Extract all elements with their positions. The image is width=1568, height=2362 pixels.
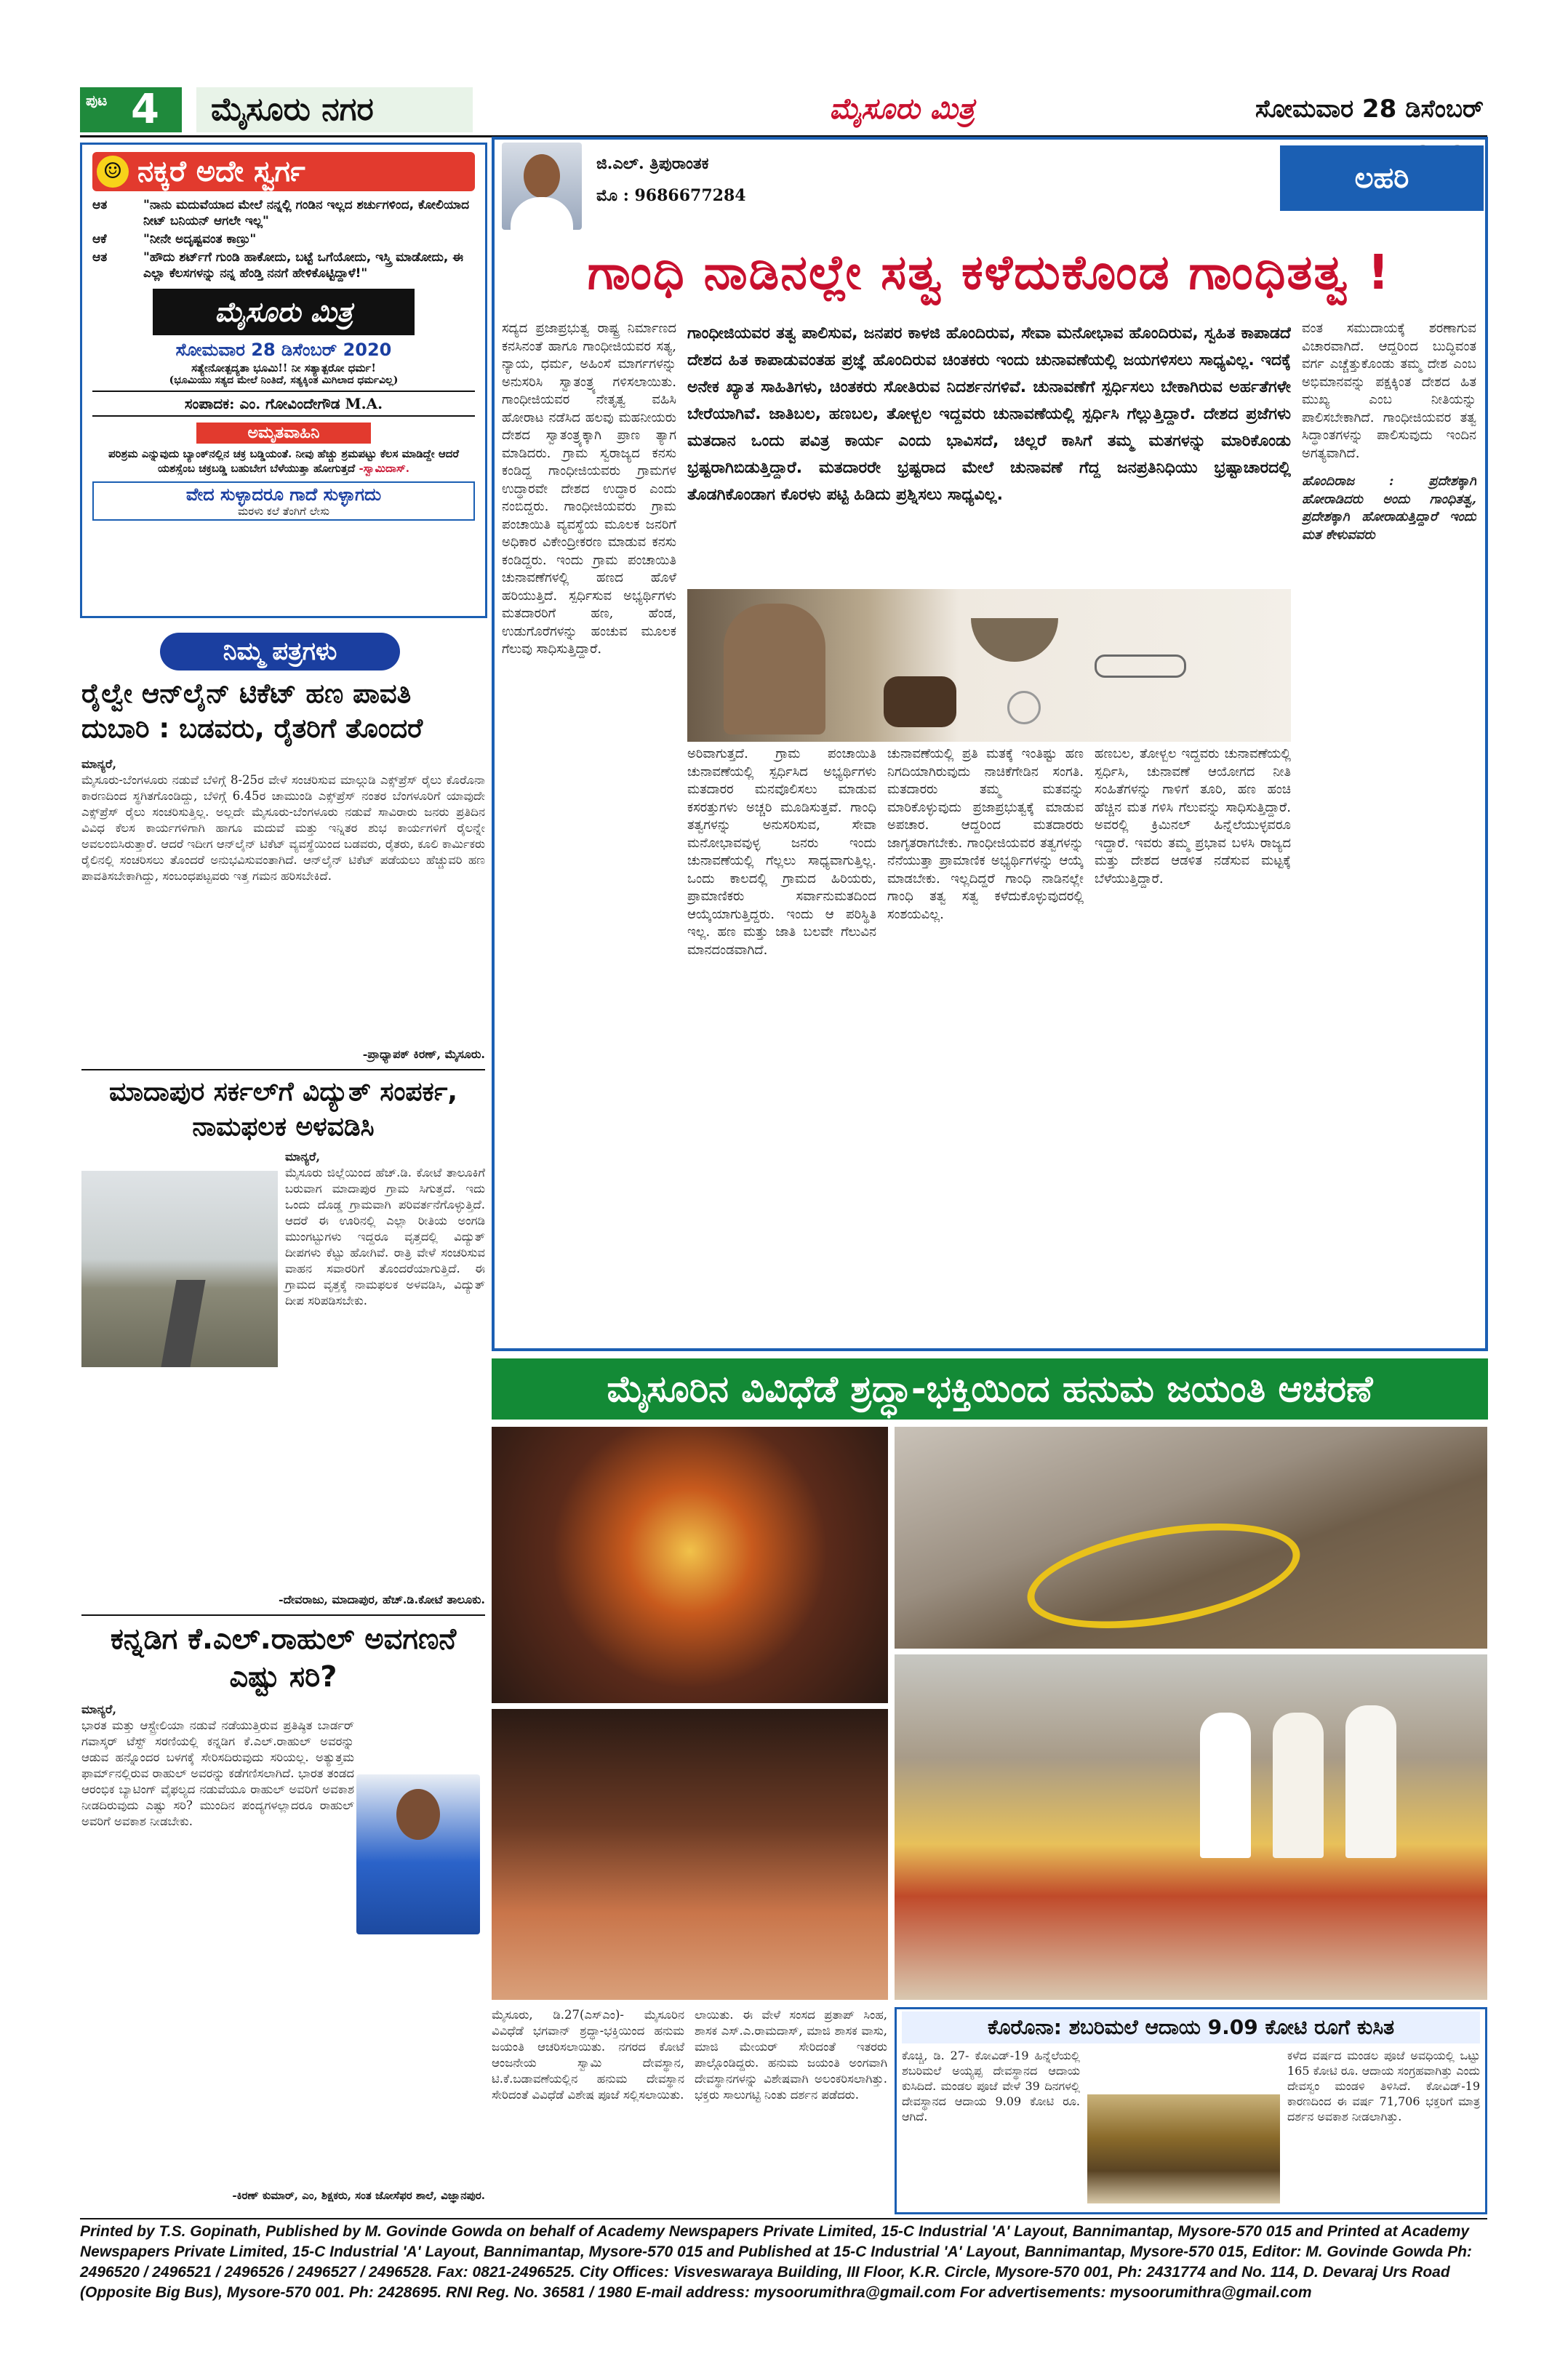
joke-title: ನಕ್ಕರೆ ಅದೇ ಸ್ವರ್ಗ <box>137 155 305 188</box>
devotees-photo <box>492 1709 888 2000</box>
author-photo <box>502 143 582 230</box>
motto-translation: (ಭೂಮಿಯು ಸತ್ಯದ ಮೇಲೆ ನಿಂತಿದೆ, ಸತ್ಯಕ್ಕಿಂತ ಮಿಗಿಲಾದ ಧರ್ಮವಿಲ್ಲ) <box>169 375 399 386</box>
amrutha-credit: -ಸ್ವಾಮಿದಾಸ್. <box>359 462 410 475</box>
sabarimala-body-left: ಕೊಚ್ಚಿ, ಡಿ. 27- ಕೋವಿಡ್-19 ಹಿನ್ನೆಲೆಯಲ್ಲಿ ಶಬರಿಮಲೆ ಅಯ್ಯಪ್ಪ ದೇವಸ್ಥಾನದ ಆದಾಯ ಕುಸಿದಿದೆ. ಮಂಡಲ ಪೂಜೆ ವೇಳೆ 39 ದಿನಗಳಲ್ಲಿ ದೇವಸ್ಥಾನದ ಆದಾಯ 9.09 ಕೋಟಿ ರೂ. ಆಗಿದೆ. <box>902 2049 1080 2123</box>
bowl-shape <box>971 618 1058 662</box>
watch-shape <box>1007 691 1041 724</box>
column-body-a: ಸದ್ಯದ ಪ್ರಜಾಪ್ರಭುತ್ವ ರಾಷ್ಟ್ರ ನಿರ್ಮಾಣದ ಕನಸಿನಂತೆ ಹಾಗೂ ಗಾಂಧೀಜಿಯವರ ಸತ್ಯ, ನ್ಯಾಯ, ಧರ್ಮ, ಅಹಿಂಸೆ ಮಾರ್ಗಗಳನ್ನು ಅನುಸರಿಸಿ ಸ್ವಾತಂತ್ರ್ಯ ಗಳಿಸಲಾಯಿತು. ಗಾಂಧೀಜಿಯವರ ನೇತೃತ್ವ ವಹಿಸಿ ಹೋರಾಟ ನಡೆಸಿದ ಹಲವು ಮಹನೀಯರು ದೇಶದ ಸ್ವಾತಂತ್ರ್ಯಕ್ಕಾಗಿ ಪ್ರಾಣ ತ್ಯಾಗ ಮಾಡಿದರು. ಗ್ರಾಮ ಸ್ವರಾಜ್ಯದ ಕನಸು ಕಂಡಿದ್ದ ಗಾಂಧೀಜಿಯವರು ಗ್ರಾಮಗಳ ಉದ್ಧಾರವೇ ದೇಶದ ಉದ್ಧಾರ ಎಂದು ನಂಬಿದ್ದರು. ಗಾಂಧೀಜಿಯವರು ಗ್ರಾಮ ಪಂಚಾಯಿತಿ ವ್ಯವಸ್ಥೆಯ ಮೂಲಕ ಜನರಿಗೆ ಅಧಿಕಾರ ವಿಕೇಂದ್ರೀಕರಣ ಮಾಡುವ ಕನಸು ಕಂಡಿದ್ದರು. ಇಂದು ಗ್ರಾಮ ಪಂಚಾಯಿತಿ ಚುನಾವಣೆಗಳಲ್ಲಿ ಹಣದ ಹೊಳೆ ಹರಿಯುತ್ತಿದೆ. ಸ್ಪರ್ಧಿಸುವ ಅಭ್ಯರ್ಥಿಗಳು ಮತದಾರರಿಗೆ ಹಣ, ಹೆಂಡ, ಉಡುಗೊರೆಗಳನ್ನು ಹಂಚುವ ಮೂಲಕ ಗೆಲುವು ಸಾಧಿಸುತ್ತಿದ್ದಾರೆ. <box>502 321 676 657</box>
rangoli-photo <box>895 1427 1487 1649</box>
divider <box>81 1069 485 1070</box>
sabarimala-temple-photo <box>1087 2094 1280 2203</box>
hanuma-body-1: ಮೈಸೂರು, ಡಿ.27(ಎಸ್‌ಎಂ)- ಮೈಸೂರಿನ ವಿವಿಧೆಡೆ ಭಗವಾನ್ ಶ್ರದ್ಧಾ-ಭಕ್ತಿಯಿಂದ ಹನುಮ ಜಯಂತಿ ಆಚರಿಸಲಾಯಿತು. ನಗರದ ಕೋಟೆ ಆಂಜನೇಯ ಸ್ವಾಮಿ ದೇವಸ್ಥಾನ, ಟಿ.ಕೆ.ಬಡಾವಣೆಯಲ್ಲಿನ ಹನುಮ ದೇವಸ್ಥಾನ ಸೇರಿದಂತೆ ವಿವಿಧೆಡೆ ವಿಶೇಷ ಪೂಜೆ ಸಲ್ಲಿಸಲಾಯಿತು. <box>492 2008 684 2102</box>
gandhi-items-photo <box>687 589 1291 742</box>
sandals-shape <box>884 676 956 727</box>
issue-date: ಸೋಮವಾರ 28 ಡಿಸೆಂಬರ್ <box>1255 95 1484 124</box>
page-number-box <box>80 87 182 132</box>
author-shirt <box>511 197 573 230</box>
letter2-credit: -ದೇವರಾಜು, ಮಾದಾಪುರ, ಹೆಚ್.ಡಿ.ಕೋಟೆ ತಾಲೂಕು. <box>278 1593 485 1606</box>
newspaper-logo: ಮೈಸೂರು ಮಿತ್ರ <box>153 289 415 335</box>
person-white-shape <box>1273 1713 1324 1858</box>
page-number: 4 <box>131 86 159 133</box>
letters-banner: ನಿಮ್ಮ ಪತ್ರಗಳು <box>160 633 400 670</box>
letter1-body: ಮಾನ್ಯರೆ, ಮೈಸೂರು-ಬೆಂಗಳೂರು ನಡುವೆ ಬೆಳಿಗ್ಗೆ 8-25ರ ವೇಳೆ ಸಂಚರಿಸುವ ಮಾಲ್ಗುಡಿ ಎಕ್ಸ್‌ಪ್ರೆಸ್ ರೈಲು ಕೊರೊನಾ ಕಾರಣದಿಂದ ಸ್ಥಗಿತಗೊಂಡಿದ್ದು, ಬೆಳಿಗ್ಗೆ 6.45ರ ಚಾಮುಂಡಿ ಎಕ್ಸ್‌ಪ್ರೆಸ್ ನಂತರ ಬೆಂಗಳೂರಿಗೆ ಯಾವುದೇ ಎಕ್ಸ್‌ಪ್ರೆಸ್ ರೈಲು ಸಂಚರಿಸುತ್ತಿಲ್ಲ. ಅಲ್ಲದೇ ಮೈಸೂರು-ಬೆಂಗಳೂರು ನಡುವೆ ಸಾವಿರಾರು ಜನರು ಪ್ರತಿದಿನ ವಿವಿಧ ಕೆಲಸ ಕಾರ್ಯಗಳಿಗಾಗಿ ಹಾಗೂ ಮದುವೆ ಮತ್ತು ಇನ್ನಿತರ ಶುಭ ಕಾರ್ಯಗಳಿಗೆ ರೈಲನ್ನೇ ಅವಲಂಬಿಸಿರುತ್ತಾರೆ. ಆದರೆ ಇದೀಗ ಆನ್‌ಲೈನ್ ಟಿಕೆಟ್ ವ್ಯವಸ್ಥೆಯಿಂದ ಬಡವರು, ರೈತರು, ಕೂಲಿ ಕಾರ್ಮಿಕರು ರೈಲಿನಲ್ಲಿ ಸಂಚರಿಸಲು ತೊಂದರೆ ಅನುಭವಿಸುವಂತಾಗಿದೆ. ಆನ್‌ಲೈನ್ ಟಿಕೆಟ್ ಪಡೆಯಲು ಹೆಚ್ಚುವರಿ ಹಣ ಪಾವತಿಸಬೇಕಾಗಿದ್ದು, ಸಂಬಂಧಪಟ್ಟವರು ಇತ್ತ ಗಮನ ಹರಿಸಬೇಕಿದೆ. <box>81 757 485 883</box>
temple-idol-photo <box>492 1427 888 1703</box>
letter2-body: ಮಾನ್ಯರೆ, ಮೈಸೂರು ಜಿಲ್ಲೆಯಿಂದ ಹೆಚ್.ಡಿ. ಕೋಟೆ ತಾಲೂಕಿಗೆ ಬರುವಾಗ ಮಾದಾಪುರ ಗ್ರಾಮ ಸಿಗುತ್ತದೆ. ಇದು ಒಂದು ದೊಡ್ಡ ಗ್ರಾಮವಾಗಿ ಪರಿವರ್ತನೆಗೊಳ್ಳುತ್ತಿದೆ. ಆದರೆ ಈ ಊರಿನಲ್ಲಿ ಎಲ್ಲಾ ರೀತಿಯ ಅಂಗಡಿ ಮುಂಗಟ್ಟುಗಳು ಇದ್ದರೂ ವೃತ್ತದಲ್ಲಿ ವಿದ್ಯುತ್ ದೀಪಗಳು ಕೆಟ್ಟು ಹೋಗಿವೆ. ರಾತ್ರಿ ವೇಳೆ ಸಂಚರಿಸುವ ವಾಹನ ಸವಾರರಿಗೆ ತೊಂದರೆಯಾಗುತ್ತಿದೆ. ಈ ಗ್ರಾಮದ ವೃತ್ತಕ್ಕೆ ನಾಮಫಲಕ ಅಳವಡಿಸಿ, ವಿದ್ಯುತ್ ದೀಪ ಸರಿಪಡಿಸಬೇಕು. <box>285 1150 485 1308</box>
column-body-d: ಹಣಬಲ, ತೋಳ್ಬಲ ಇದ್ದವರು ಚುನಾವಣೆಯಲ್ಲಿ ಸ್ಪರ್ಧಿಸಿ, ಚುನಾವಣೆ ಆಯೋಗದ ನೀತಿ ಸಂಹಿತೆಗಳನ್ನು ಗಾಳಿಗೆ ತೂರಿ, ಹಣ ಹಂಚಿ ಹೆಚ್ಚಿನ ಮತ ಗಳಿಸಿ ಗೆಲುವನ್ನು ಸಾಧಿಸುತ್ತಿದ್ದಾರೆ. ಅವರಲ್ಲಿ ಕ್ರಿಮಿನಲ್ ಹಿನ್ನೆಲೆಯುಳ್ಳವರೂ ಇದ್ದಾರೆ. ಇವರು ತಮ್ಮ ಪ್ರಭಾವ ಬಳಸಿ ರಾಜ್ಯದ ಮತ್ತು ದೇಶದ ಆಡಳಿತ ನಡೆಸುವ ಮಟ್ಟಕ್ಕೆ ಬೆಳೆಯುತ್ತಿದ್ದಾರೆ. <box>1095 746 1291 886</box>
joke-title-bar <box>92 152 475 191</box>
column-headline: ಗಾಂಧಿ ನಾಡಿನಲ್ಲೇ ಸತ್ವ ಕಳೆದುಕೊಂಡ ಗಾಂಧಿತತ್ವ ! <box>587 244 1391 300</box>
column-body-e: ವಂತ ಸಮುದಾಯಕ್ಕೆ ಶರಣಾಗುವ ವಿಚಾರವಾಗಿದೆ. ಆದ್ದರಿಂದ ಬುದ್ಧಿವಂತ ವರ್ಗ ಎಚ್ಚೆತ್ತುಕೊಂಡು ತಮ್ಮ ದೇಶ ಎಂಬ ಅಭಿಮಾನವನ್ನು ಪಕ್ಷಕ್ಕಿಂತ ದೇಶದ ಹಿತ ಮುಖ್ಯ ಎಂಬ ನೀತಿಯನ್ನು ಪಾಲಿಸಬೇಕಾಗಿದೆ. ಗಾಂಧೀಜಿಯವರ ತತ್ವ ಸಿದ್ಧಾಂತಗಳನ್ನು ಪಾಲಿಸುವುದು ಇಂದಿನ ಅಗತ್ಯವಾಗಿದೆ. ಹೊಂದಿರಾಜ : ಪ್ರದೇಶಕ್ಕಾಗಿ ಹೋರಾಡಿದರು ಅಂದು ಗಾಂಧಿತತ್ವ, ಪ್ರದೇಶಕ್ಕಾಗಿ ಹೋರಾಡುತ್ತಿದ್ದಾರೆ ಇಂದು ಮತ ಕೇಳುವವರು <box>1302 320 1476 1345</box>
footer-rule <box>80 2218 1487 2219</box>
section-name: ಮೈಸೂರು ನಗರ <box>196 87 473 132</box>
letter3-body: ಮಾನ್ಯರೆ, ಭಾರತ ಮತ್ತು ಆಸ್ಟ್ರೇಲಿಯಾ ನಡುವೆ ನಡೆಯುತ್ತಿರುವ ಪ್ರತಿಷ್ಠಿತ ಬಾರ್ಡರ್ ಗವಾಸ್ಕರ್ ಟೆಸ್ಟ್ ಸರಣಿಯಲ್ಲಿ ಕನ್ನಡಿಗ ಕೆ.ಎಲ್.ರಾಹುಲ್ ಅವರನ್ನು ಆಡುವ ಹನ್ನೊಂದರ ಬಳಗಕ್ಕೆ ಸೇರಿಸದಿರುವುದು ಸರಿಯಲ್ಲ. ಅತ್ಯುತ್ತಮ ಫಾರ್ಮ್‌ನಲ್ಲಿರುವ ರಾಹುಲ್ ಅವರನ್ನು ಕಡೆಗಣಿಸಲಾಗಿದೆ. ಭಾರತ ತಂಡದ ಆರಂಭಿಕ ಬ್ಯಾಟಿಂಗ್ ವೈಫಲ್ಯದ ನಡುವೆಯೂ ರಾಹುಲ್ ಅವರಿಗೆ ಅವಕಾಶ ನೀಡದಿರುವುದು ಎಷ್ಟು ಸರಿ? ಮುಂದಿನ ಪಂದ್ಯಗಳಲ್ಲಾದರೂ ರಾಹುಲ್ ಅವರಿಗೆ ಅವಕಾಶ ನೀಡಬೇಕು. <box>81 1702 354 1828</box>
gandhi-figure <box>724 604 825 734</box>
proverb-sub: ಮರಳು ಕಲೆ ತೆಂಗಿಗೆ ಲೇಸು <box>238 505 329 518</box>
joke-line: ಆತ "ಹೌದು ಶರ್ಟ್‌ಗೆ ಗುಂಡಿ ಹಾಕೋದು, ಬಟ್ಟೆ ಒಗೆಯೋದು, ಇಸ್ತ್ರಿ ಮಾಡೋದು, ಈ ಎಲ್ಲಾ ಕೆಲಸಗಳನ್ನು ನನ್ನ ಹೆಂಡ್ತಿ ನನಗೆ ಹೇಳಿಕೊಟ್ಟಿದ್ದಾಳೆ!" <box>92 250 464 281</box>
page-label: ಪುಟ <box>86 92 108 109</box>
proverb: ವೇದ ಸುಳ್ಳಾದರೂ ಗಾದೆ ಸುಳ್ಳಾಗದು <box>185 484 382 505</box>
spectacles-shape <box>1095 654 1186 678</box>
letter2-title: ಮಾದಾಪುರ ಸರ್ಕಲ್‌ಗೆ ವಿದ್ಯುತ್ ಸಂಪರ್ಕ, ನಾಮಫಲಕ ಅಳವಡಿಸಿ <box>108 1077 458 1142</box>
column-body-c: ಚುನಾವಣೆಯಲ್ಲಿ ಪ್ರತಿ ಮತಕ್ಕೆ ಇಂತಿಷ್ಟು ಹಣ ನಿಗದಿಯಾಗಿರುವುದು ನಾಚಿಕೆಗೇಡಿನ ಸಂಗತಿ. ಮತದಾರರು ತಮ್ಮ ಮತವನ್ನು ಮಾರಿಕೊಳ್ಳುವುದು ಪ್ರಜಾಪ್ರಭುತ್ವಕ್ಕೆ ಮಾಡುವ ಅಪಚಾರ. ಆದ್ದರಿಂದ ಮತದಾರರು ಜಾಗೃತರಾಗಬೇಕು. ಗಾಂಧೀಜಿಯವರ ತತ್ವಗಳನ್ನು ನೆನೆಯುತ್ತಾ ಪ್ರಾಮಾಣಿಕ ಅಭ್ಯರ್ಥಿಗಳನ್ನು ಆಯ್ಕೆ ಮಾಡಬೇಕು. ಇಲ್ಲದಿದ್ದರೆ ಗಾಂಧಿ ನಾಡಿನಲ್ಲೇ ಗಾಂಧಿ ತತ್ವ ಸತ್ವ ಕಳೆದುಕೊಳ್ಳುವುದರಲ್ಲಿ ಸಂಶಯವಿಲ್ಲ. <box>887 746 1084 922</box>
amrutha-title: ಅಮೃತವಾಹಿನಿ <box>196 423 371 444</box>
letter1-title: ರೈಲ್ವೇ ಆನ್‌ಲೈನ್ ಟಿಕೆಟ್ ಹಣ ಪಾವತಿ ದುಬಾರಿ : ಬಡವರು, ರೈತರಿಗೆ ತೊಂದರೆ <box>81 678 423 744</box>
person-white-shape <box>1345 1705 1396 1858</box>
author-phone: ಮೊ : 9686677284 <box>596 186 746 205</box>
amrutha-text: ಪರಿಶ್ರಮ ಎನ್ನುವುದು ಬ್ಯಾಂಕ್‌ನಲ್ಲಿನ ಚಕ್ರ ಬಡ್ಡಿಯಂತೆ. ನೀವು ಹೆಚ್ಚು ಶ್ರಮಪಟ್ಟು ಕೆಲಸ ಮಾಡಿದ್ದೇ ಆದರೆ ಯಶಸ್ಸೆಂಬ ಚಕ್ರಬಡ್ಡಿ ಬಹುಬೇಗ ಬೆಳೆಯುತ್ತಾ ಹೋಗುತ್ತದೆ -ಸ್ವಾಮಿದಾಸ್. <box>108 447 460 475</box>
celebration-photo <box>895 1654 1487 2000</box>
column-name-tag: ಲಹರಿ <box>1280 145 1484 211</box>
logo-date: ಸೋಮವಾರ 28 ಡಿಸೆಂಬರ್ 2020 <box>175 340 392 360</box>
author-note: ಹೊಂದಿರಾಜ : ಪ್ರದೇಶಕ್ಕಾಗಿ ಹೋರಾಡಿದರು ಅಂದು ಗಾಂಧಿತತ್ವ, ಪ್ರದೇಶಕ್ಕಾಗಿ ಹೋರಾಡುತ್ತಿದ್ದಾರೆ ಇಂದು ಮತ ಕೇಳುವವರು <box>1302 473 1476 543</box>
letter3-title: ಕನ್ನಡಿಗ ಕೆ.ಎಲ್.ರಾಹುಲ್ ಅವಗಣನೆ ಎಷ್ಟು ಸರಿ? <box>110 1622 457 1694</box>
column-body-b: ಅರಿವಾಗುತ್ತದೆ. ಗ್ರಾಮ ಪಂಚಾಯಿತಿ ಚುನಾವಣೆಯಲ್ಲಿ ಸ್ಪರ್ಧಿಸಿದ ಅಭ್ಯರ್ಥಿಗಳು ಮತದಾರರ ಮನವೊಲಿಸಲು ಮಾಡುವ ಕಸರತ್ತುಗಳು ಅಚ್ಚರಿ ಮೂಡಿಸುತ್ತವೆ. ಗಾಂಧಿ ತತ್ವಗಳನ್ನು ಅನುಸರಿಸುವ, ಸೇವಾ ಮನೋಭಾವವುಳ್ಳ ಜನರು ಇಂದು ಚುನಾವಣೆಯಲ್ಲಿ ಗೆಲ್ಲಲು ಸಾಧ್ಯವಾಗುತ್ತಿಲ್ಲ. ಒಂದು ಕಾಲದಲ್ಲಿ ಗ್ರಾಮದ ಹಿರಿಯರು, ಪ್ರಾಮಾಣಿಕರು ಸರ್ವಾನುಮತದಿಂದ ಆಯ್ಕೆಯಾಗುತ್ತಿದ್ದರು. ಇಂದು ಆ ಪರಿಸ್ಥಿತಿ ಇಲ್ಲ. ಹಣ ಮತ್ತು ಜಾತಿ ಬಲವೇ ಗೆಲುವಿನ ಮಾನದಂಡವಾಗಿದೆ. <box>687 746 876 958</box>
sabarimala-body-right: ಕಳೆದ ವರ್ಷದ ಮಂಡಲ ಪೂಜೆ ಅವಧಿಯಲ್ಲಿ ಒಟ್ಟು 165 ಕೋಟಿ ರೂ. ಆದಾಯ ಸಂಗ್ರಹವಾಗಿತ್ತು ಎಂದು ದೇವಸ್ವಂ ಮಂಡಳಿ ತಿಳಿಸಿದೆ. ಕೋವಿಡ್-19 ಕಾರಣದಿಂದ ಈ ವರ್ಷ 71,706 ಭಕ್ತರಿಗೆ ಮಾತ್ರ ದರ್ಶನ ಅವಕಾಶ ನೀಡಲಾಗಿತ್ತು. <box>1287 2049 1480 2123</box>
author-name: ಜಿ.ಎಲ್. ತ್ರಿಪುರಾಂತಕ <box>596 154 709 173</box>
joke-box <box>80 143 487 618</box>
masthead-logo: ಮೈಸೂರು ಮಿತ್ರ <box>829 92 975 126</box>
footer-imprint: Printed by T.S. Gopinath, Published by M. Govinde Gowda on behalf of Academy Newspapers Private Limited, 15-C Industrial 'A' Layout, Bannimantap, Mysore-570 015 and Printed at Academy Newspapers Private Limited, 15-C Industrial 'A' Layout, Bannimantap, Mysore-570 015 and Published at 15-C Industrial 'A' Layout, Bannimantap, Mysore-570 015, Editor: M. Govinde Gowda Ph: 2496520 / 2496521 / 2496526 / 2496527 / 2496528. Fax: 0821-2496525. City Offices: Visveswaraya Building, III Floor, K.R. Circle, Mysore-570 001, Ph: 2431774 and No. 114, D. Devaraj Urs Road (Opposite Big Bus), Mysore-570 001. Ph: 2428695. RNI Reg. No. 36581 / 1980 E-mail address: mysoorumithra@gmail.com For advertisements: mysoorumithra@gmail.com <box>80 2223 1472 2301</box>
proverb-box <box>92 481 475 521</box>
divider <box>81 1614 485 1616</box>
yellow-rangoli-shape <box>1020 1505 1308 1646</box>
sabarimala-headline: ಕೊರೊನಾ: ಶಬರಿಮಲೆ ಆದಾಯ 9.09 ಕೋಟಿ ರೂಗೆ ಕುಸಿತ <box>902 2011 1480 2043</box>
column-deck: ಗಾಂಧೀಜಿಯವರ ತತ್ವ ಪಾಲಿಸುವ, ಜನಪರ ಕಾಳಜಿ ಹೊಂದಿರುವ, ಸೇವಾ ಮನೋಭಾವ ಹೊಂದಿರುವ, ಸ್ವಹಿತ ಕಾಪಾಡದೆ ದೇಶದ ಹಿತ ಕಾಪಾಡುವಂತಹ ಪ್ರಜ್ಞೆ ಹೊಂದಿರುವ ಚಿಂತಕರು ಇಂದು ಚುನಾವಣೆಯಲ್ಲಿ ಜಯಗಳಿಸಲು ಸಾಧ್ಯವಿಲ್ಲ. ಇದಕ್ಕೆ ಅನೇಕ ಖ್ಯಾತ ಸಾಹಿತಿಗಳು, ಚಿಂತಕರು ಸೋತಿರುವ ನಿದರ್ಶನಗಳಿವೆ. ಚುನಾವಣೆಗೆ ಸ್ಪರ್ಧಿಸಲು ಬೇಕಾಗಿರುವ ಅರ್ಹತೆಗಳೇ ಬೇರೆಯಾಗಿವೆ. ಜಾತಿಬಲ, ಹಣಬಲ, ತೋಳ್ಬಲ ಇದ್ದವರು ಚುನಾವಣೆಯಲ್ಲಿ ಸ್ಪರ್ಧಿಸಿ ಗೆಲ್ಲುತ್ತಿದ್ದಾರೆ. ದೇಶದ ಪ್ರಜೆಗಳು ಮತದಾನ ಒಂದು ಪವಿತ್ರ ಕಾರ್ಯ ಎಂದು ಭಾವಿಸದೆ, ಚಿಲ್ಲರೆ ಕಾಸಿಗೆ ತಮ್ಮ ಮತಗಳನ್ನು ಮಾರಿಕೊಂಡು ಭ್ರಷ್ಟರಾಗಿಬಿಡುತ್ತಿದ್ದಾರೆ. ಮತದಾರರೇ ಭ್ರಷ್ಟರಾದ ಮೇಲೆ ಚುನಾವಣೆ ಗೆದ್ದ ಜನಪ್ರತಿನಿಧಿಯು ಭ್ರಷ್ಟಾಚಾರದಲ್ಲಿ ತೊಡಗಿಕೊಂಡಾಗ ಕೊರಳು ಪಟ್ಟಿ ಹಿಡಿದು ಪ್ರಶ್ನಿಸಲು ಸಾಧ್ಯವಿಲ್ಲ. <box>687 324 1291 504</box>
hanuma-body-2: ಲಾಯಿತು. ಈ ವೇಳೆ ಸಂಸದ ಪ್ರತಾಪ್ ಸಿಂಹ, ಶಾಸಕ ಎಸ್.ಎ.ರಾಮದಾಸ್, ಮಾಜಿ ಶಾಸಕ ವಾಸು, ಮಾಜಿ ಮೇಯರ್ ಸೇರಿದಂತೆ ಇತರರು ಪಾಲ್ಗೊಂಡಿದ್ದರು. ಹನುಮ ಜಯಂತಿ ಅಂಗವಾಗಿ ದೇವಸ್ಥಾನಗಳನ್ನು ವಿಶೇಷವಾಗಿ ಅಲಂಕರಿಸಲಾಗಿತ್ತು. ಭಕ್ತರು ಸಾಲುಗಟ್ಟಿ ನಿಂತು ದರ್ಶನ ಪಡೆದರು. <box>695 2008 887 2102</box>
editor-line: ಸಂಪಾದಕ: ಎಂ. ಗೋವಿಂದೇಗೌಡ M.A. <box>92 391 475 417</box>
hanuma-headline: ಮೈಸೂರಿನ ವಿವಿಧೆಡೆ ಶ್ರದ್ಧಾ-ಭಕ್ತಿಯಿಂದ ಹನುಮ ಜಯಂತಿ ಆಚರಣೆ <box>492 1358 1488 1420</box>
letter1-credit: -ಪ್ರಾಧ್ಯಾಪಕ್ ಕಿರಣ್, ಮೈಸೂರು. <box>362 1047 485 1061</box>
author-face <box>524 154 560 198</box>
motto-line: ಸತ್ಯೇನೋತ್ಪದ್ಯತಾ ಭೂಮಿ!! ನೀ ಸತ್ಯಾತ್ಪರೋ ಧರ್ಮ! <box>191 361 376 375</box>
joke-lines <box>92 197 475 281</box>
joke-line: ಆತ "ನಾನು ಮದುವೆಯಾದ ಮೇಲೆ ನನ್ನಲ್ಲಿ ಗಂಡಿನ ಇಲ್ಲದ ಶರ್ಚುಗಳಿಂದ, ಕೋಲಿಯಾದ ನೀಟ್ ಬನಿಯನ್ ಆಗಲೇ ಇಲ್ಲ" <box>92 198 470 228</box>
person-white-shape <box>1200 1713 1251 1858</box>
joke-line: ಆಕೆ "ನೀನೇ ಅದೃಷ್ಟವಂತ ಕಾಣ್ರು" <box>92 232 257 247</box>
letter3-credit: -ಕಿರಣ್ ಕುಮಾರ್, ಎಂ, ಶಿಕ್ಷಕರು, ಸಂತ ಜೋಸೆಫರ ಶಾಲೆ, ವಿಜ್ಞಾನಪುರ. <box>232 2189 485 2202</box>
laughing-face-icon: ☺ <box>97 156 129 188</box>
